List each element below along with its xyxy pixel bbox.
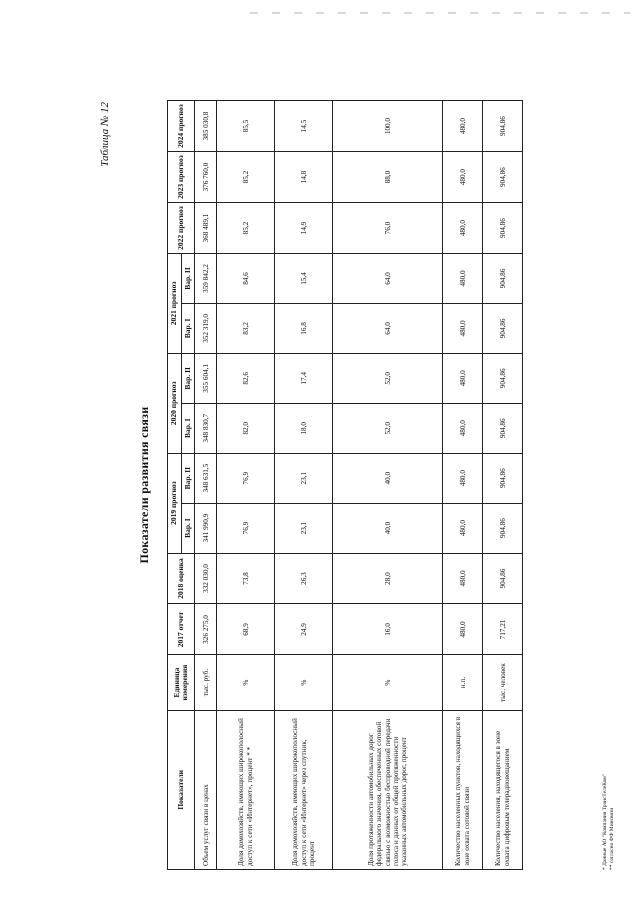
header-2019-var2: Вар. II xyxy=(181,453,195,503)
header-2020: 2020 прогноз xyxy=(168,353,182,453)
cell-2019-var2: 348 631,5 xyxy=(195,453,217,503)
cell-2023: 480,0 xyxy=(443,152,483,203)
table-number: Таблица № 12 xyxy=(99,102,111,167)
cell-2021-var2: 359 842,2 xyxy=(195,254,217,304)
cell-2018: 28,0 xyxy=(333,553,443,604)
row-indicator-name: Количество населения, находящегося в зоне охвата цифровым телерадиовещанием xyxy=(483,710,523,869)
header-2020-var2: Вар. II xyxy=(181,353,195,403)
row-indicator-name: Доля домохозяйств, имеющих широкополосный доступ к сети «Интернет» через спутник, процент xyxy=(275,710,333,869)
cell-2019-var1: 480,0 xyxy=(443,503,483,553)
cell-2023: 904,86 xyxy=(483,152,523,203)
cell-2019-var1: 23,1 xyxy=(275,503,333,553)
cell-2019-var1: 341 990,9 xyxy=(195,503,217,553)
cell-2023: 14,8 xyxy=(275,152,333,203)
cell-2021-var2: 480,0 xyxy=(443,254,483,304)
row-unit: тыс. человек xyxy=(483,655,523,710)
cell-2022: 904,86 xyxy=(483,203,523,254)
cell-2024: 904,86 xyxy=(483,101,523,152)
cell-2019-var1: 76,9 xyxy=(217,503,275,553)
row-unit: % xyxy=(333,655,443,710)
row-indicator-name: Доля протяженности автомобильных дорог федерального значения, обеспеченных сотовой связью с возможностью беспроводной передачи голоса и данных от общей протяженности указанных автомобильных дорог, процент xyxy=(333,710,443,869)
header-2019: 2019 прогноз xyxy=(168,453,182,553)
cell-2020-var2: 904,86 xyxy=(483,353,523,403)
row-indicator-name: Доля домохозяйств, имеющих широкополосный доступ к сети «Интернет», процент * * xyxy=(217,710,275,869)
cell-2020-var2: 52,0 xyxy=(333,353,443,403)
cell-2021-var1: 83,2 xyxy=(217,303,275,353)
footnote-1: * Данные АО "Компания ТрансТелеКом" xyxy=(602,774,608,870)
cell-2017: 16,0 xyxy=(333,604,443,655)
header-2023: 2023 прогноз xyxy=(168,152,195,203)
cell-2024: 480,0 xyxy=(443,101,483,152)
cell-2018: 332 030,0 xyxy=(195,553,217,604)
cell-2019-var1: 904,86 xyxy=(483,503,523,553)
cell-2018: 26,3 xyxy=(275,553,333,604)
cell-2020-var2: 480,0 xyxy=(443,353,483,403)
row-unit: н.п. xyxy=(443,655,483,710)
cell-2017: 24,9 xyxy=(275,604,333,655)
header-2020-var1: Вар. I xyxy=(181,403,195,453)
cell-2023: 88,0 xyxy=(333,152,443,203)
cell-2017: 68,9 xyxy=(217,604,275,655)
scan-artifact-line xyxy=(250,12,630,14)
cell-2019-var1: 40,0 xyxy=(333,503,443,553)
cell-2024: 14,5 xyxy=(275,101,333,152)
header-2017: 2017 отчет xyxy=(168,604,195,655)
cell-2017: 480,0 xyxy=(443,604,483,655)
cell-2021-var2: 904,86 xyxy=(483,254,523,304)
cell-2020-var2: 82,6 xyxy=(217,353,275,403)
cell-2021-var2: 64,0 xyxy=(333,254,443,304)
row-indicator-name: Объем услуг связи в ценах xyxy=(195,710,217,869)
row-unit: тыс. руб. xyxy=(195,655,217,710)
cell-2023: 376 760,0 xyxy=(195,152,217,203)
cell-2021-var1: 64,0 xyxy=(333,303,443,353)
cell-2018: 904,86 xyxy=(483,553,523,604)
table-row xyxy=(217,101,275,870)
page-title: Показатели развития связи xyxy=(137,406,151,564)
cell-2023: 85,2 xyxy=(217,152,275,203)
cell-2022: 368 489,1 xyxy=(195,203,217,254)
cell-2019-var2: 480,0 xyxy=(443,453,483,503)
cell-2022: 76,0 xyxy=(333,203,443,254)
cell-2019-var2: 76,9 xyxy=(217,453,275,503)
cell-2018: 480,0 xyxy=(443,553,483,604)
header-2021: 2021 прогноз xyxy=(168,254,182,354)
header-2019-var1: Вар. I xyxy=(181,503,195,553)
cell-2019-var2: 23,1 xyxy=(275,453,333,503)
header-2021-var1: Вар. I xyxy=(181,303,195,353)
cell-2020-var2: 355 604,1 xyxy=(195,353,217,403)
indicators-table xyxy=(167,100,523,870)
cell-2024: 385 030,8 xyxy=(195,101,217,152)
cell-2020-var1: 904,86 xyxy=(483,403,523,453)
table-row xyxy=(333,101,443,870)
cell-2020-var2: 17,4 xyxy=(275,353,333,403)
header-2021-var2: Вар. II xyxy=(181,254,195,304)
cell-2024: 100,0 xyxy=(333,101,443,152)
header-2024: 2024 прогноз xyxy=(168,101,195,152)
footnote-2: ** согласно ФФ Минсвязи xyxy=(609,807,616,870)
cell-2019-var2: 904,86 xyxy=(483,453,523,503)
cell-2021-var1: 352 319,0 xyxy=(195,303,217,353)
row-unit: % xyxy=(217,655,275,710)
cell-2017: 326 275,0 xyxy=(195,604,217,655)
header-unit: Единица измерения xyxy=(168,655,195,710)
cell-2020-var1: 18,0 xyxy=(275,403,333,453)
header-2018: 2018 оценка xyxy=(168,553,195,604)
table-row xyxy=(443,101,483,870)
cell-2021-var2: 15,4 xyxy=(275,254,333,304)
cell-2022: 14,9 xyxy=(275,203,333,254)
cell-2021-var1: 16,8 xyxy=(275,303,333,353)
cell-2021-var1: 480,0 xyxy=(443,303,483,353)
rotated-page xyxy=(97,90,622,880)
header-2022: 2022 прогноз xyxy=(168,203,195,254)
cell-2022: 480,0 xyxy=(443,203,483,254)
cell-2020-var1: 82,0 xyxy=(217,403,275,453)
cell-2020-var1: 480,0 xyxy=(443,403,483,453)
table-row xyxy=(195,101,217,870)
cell-2021-var1: 904,86 xyxy=(483,303,523,353)
cell-2019-var2: 40,0 xyxy=(333,453,443,503)
table-row xyxy=(483,101,523,870)
footnotes xyxy=(602,774,616,870)
header-indicator: Показатели xyxy=(168,710,195,869)
row-unit: % xyxy=(275,655,333,710)
cell-2022: 85,2 xyxy=(217,203,275,254)
cell-2021-var2: 84,6 xyxy=(217,254,275,304)
header-row-1 xyxy=(168,101,182,870)
cell-2020-var1: 348 830,7 xyxy=(195,403,217,453)
row-indicator-name: Количество населенных пунктов, находящихся в зоне охвата сотовой связи xyxy=(443,710,483,869)
cell-2017: 717,21 xyxy=(483,604,523,655)
cell-2018: 73,8 xyxy=(217,553,275,604)
cell-2024: 85,5 xyxy=(217,101,275,152)
table-row xyxy=(275,101,333,870)
cell-2020-var1: 52,0 xyxy=(333,403,443,453)
